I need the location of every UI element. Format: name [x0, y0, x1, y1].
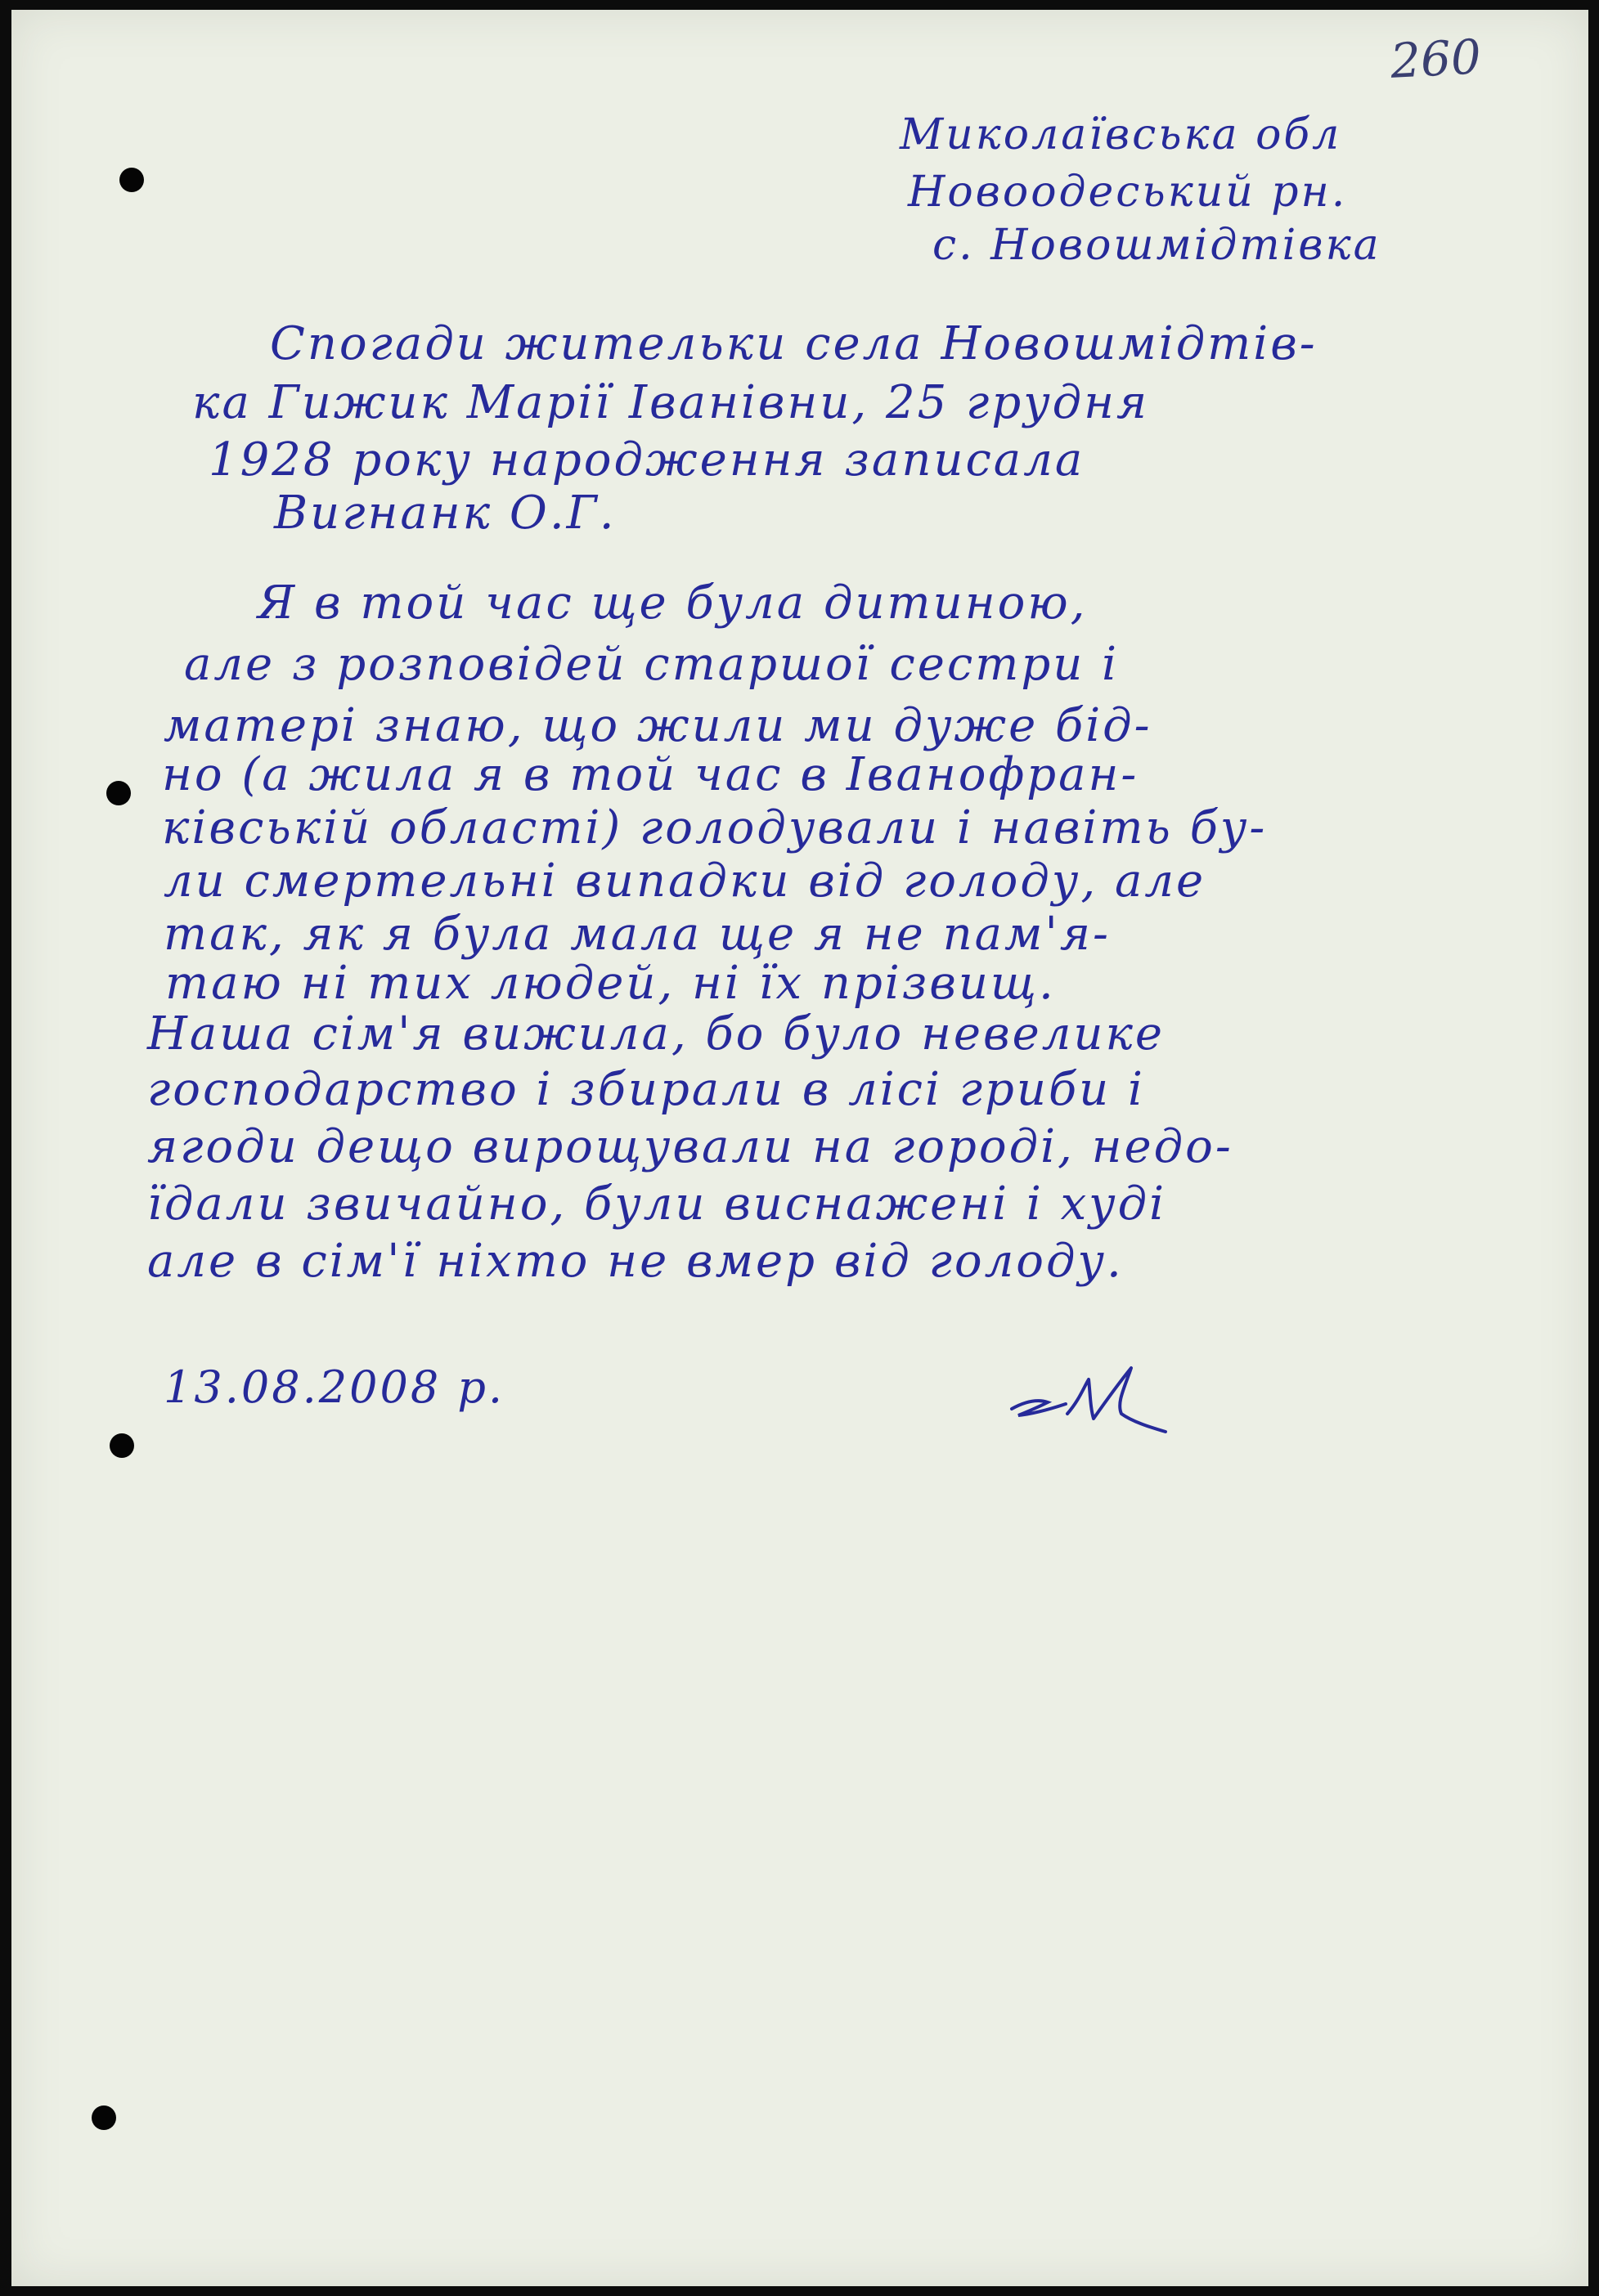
body-line: ківській області) голодували і навіть бу- — [162, 801, 1268, 854]
binder-hole — [106, 781, 131, 805]
body-line: але з розповідей старшої сестри і — [184, 638, 1119, 691]
page-number: 260 — [1389, 29, 1483, 89]
title-line: Спогади жительки села Новошмідтів- — [270, 317, 1318, 370]
address-line: Миколаївська обл — [900, 110, 1342, 159]
address-line: Новоодеський рн. — [908, 168, 1348, 217]
title-line: Вигнанк О.Г. — [274, 487, 617, 540]
body-line: але в сім'ї ніхто не вмер від голоду. — [147, 1235, 1124, 1288]
body-line: матері знаю, що жили ми дуже бід- — [164, 699, 1152, 752]
binder-hole — [119, 168, 144, 192]
title-line: 1928 року народження записала — [209, 433, 1085, 487]
binder-hole — [92, 2105, 116, 2130]
body-line: ягоди дещо вирощували на городі, недо- — [147, 1120, 1233, 1173]
body-line: їдали звичайно, були виснажені і худі — [147, 1177, 1167, 1231]
binder-hole — [110, 1433, 134, 1458]
body-line: господарство і збирали в лісі гриби і — [147, 1063, 1145, 1116]
body-line: но (а жила я в той час в Іванофран- — [162, 748, 1139, 801]
body-line: Наша сім'я вижила, бо було невелике — [147, 1007, 1166, 1061]
body-line: ли смертельні випадки від голоду, але — [164, 854, 1206, 908]
signature-mark — [1002, 1353, 1215, 1443]
body-line: таю ні тих людей, ні їх прізвищ. — [165, 957, 1056, 1010]
body-line: так, як я була мала ще я не пам'я- — [164, 908, 1111, 961]
body-line: Я в той час ще була дитиною, — [258, 576, 1088, 630]
address-line: с. Новошмідтівка — [932, 221, 1381, 270]
date-line: 13.08.2008 р. — [164, 1361, 505, 1413]
title-line: ка Гижик Марії Іванівни, 25 грудня — [192, 376, 1150, 429]
